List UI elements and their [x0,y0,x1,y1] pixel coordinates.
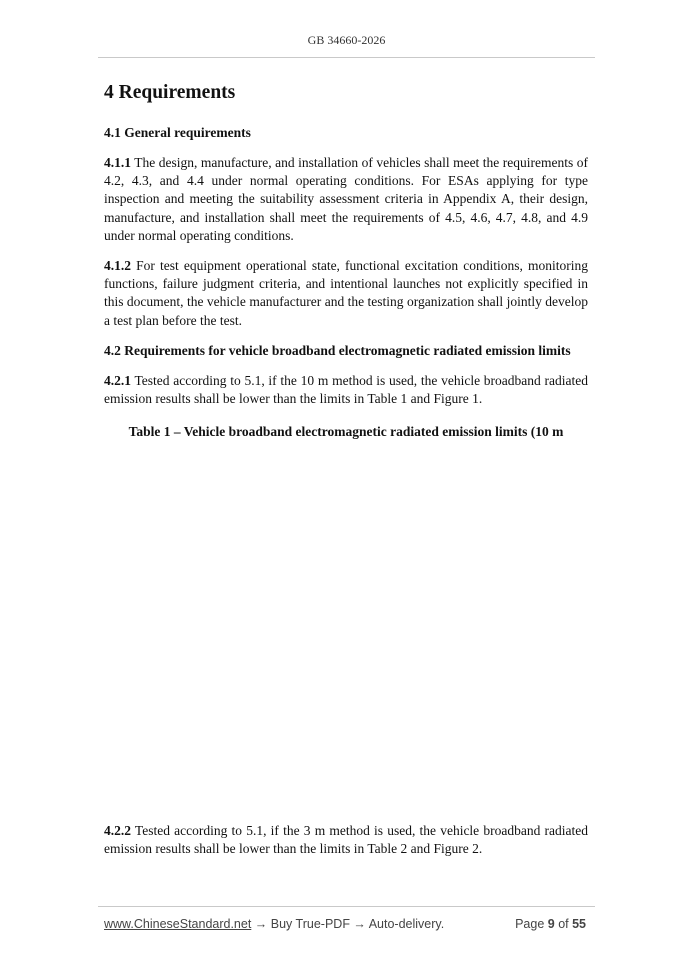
page-indicator [515,917,586,931]
header-divider [98,57,595,58]
page-label: Page [515,917,548,931]
paragraph-4-2-2 [104,822,588,858]
footer-promo [104,917,444,931]
clause-number: 4.2.1 [104,372,131,388]
table-1-caption: Table 1 – Vehicle broadband electromagnetic radiated emission limits (10 m [128,424,564,440]
arrow-icon: → [251,917,271,931]
page-body [104,80,588,441]
paragraph-text: Tested according to 5.1, if the 3 m method is used, the vehicle broadband radiated emission results shall be lower than the limits in Table 2 and Figure 2. [104,823,588,857]
clause-number: 4.2.2 [104,823,131,838]
site-link[interactable]: www.ChineseStandard.net [104,917,252,931]
clause-number: 4.1.2 [104,258,131,274]
running-header: GB 34660-2026 [307,33,386,47]
chapter-heading: 4 Requirements [104,82,236,103]
paragraph-4-1-2 [104,257,588,330]
section-heading-4-1: 4.1 General requirements [104,125,251,140]
arrow-icon: → [349,917,369,931]
page-number: 9 [547,917,555,931]
page-footer [104,917,588,933]
clause-number: 4.1.1 [104,155,131,170]
of-label: of [554,917,573,931]
page-total: 55 [572,917,586,931]
footer-divider [98,906,595,907]
buy-text: Buy True-PDF [270,917,350,931]
delivery-text: Auto-delivery. [368,917,445,931]
paragraph-text: For test equipment operational state, functional excitation conditions, monitoring functions, failure judgment criteria, and intentional launches not explicitly specified in this document, the vehicle manufacturer and the testing organization shall jointly develop a test plan before the test. [104,258,588,328]
section-heading-4-2: 4.2 Requirements for vehicle broadband electromagnetic radiated emission limits [104,342,571,358]
paragraph-4-1-1 [104,154,588,245]
paragraph-4-2-1 [104,372,588,408]
paragraph-text: Tested according to 5.1, if the 10 m method is used, the vehicle broadband radiated emission results shall be lower than the limits in Table 1 and Figure 1. [104,372,588,407]
paragraph-text: The design, manufacture, and installation of vehicles shall meet the requirements of 4.2, 4.3, and 4.4 under normal operating conditions. For ESAs applying for type inspection and meeting the suitability assessment criteria in Appendix A, their design, manufacture, and installation shall meet the requirements of 4.5, 4.6, 4.7, 4.8, and 4.9 under normal operating conditions. [104,155,588,243]
